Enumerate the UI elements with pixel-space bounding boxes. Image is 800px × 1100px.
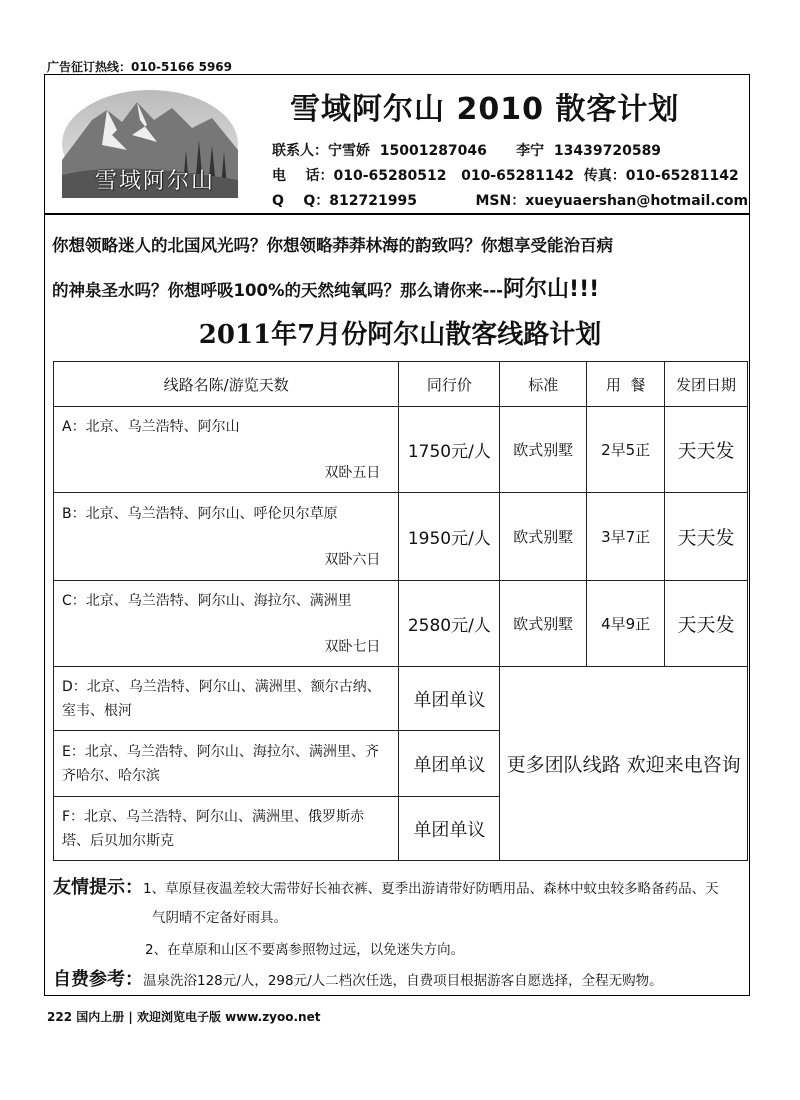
route-days: 双卧五日 <box>324 464 381 481</box>
price-cell: 单团单议 <box>399 667 500 731</box>
tip-2: 2、在草原和山区不要离参照物过远，以免迷失方向。 <box>145 942 465 958</box>
header-standard: 标准 <box>500 362 587 407</box>
table-row <box>54 407 748 493</box>
route-name: A：北京、乌兰浩特、阿尔山 <box>62 418 240 435</box>
intro-line-2 <box>52 268 752 313</box>
logo-caption: 雪域阿尔山 <box>95 169 216 194</box>
meals-cell: 3早7正 <box>587 493 665 581</box>
route-cell <box>54 493 399 581</box>
header-divider <box>45 213 749 215</box>
tip-1: 1、草原昼夜温差较大需带好长袖衣裤、夏季出游请带好防晒用品、森林中蚊虫较多略备药品、天 <box>143 881 719 897</box>
contact-phones: 电 话：010-65280512 010-65281142 传真：010-65281142 <box>272 168 739 184</box>
route-table <box>53 361 748 861</box>
standard-cell: 欧式别墅 <box>500 407 587 493</box>
page-footer: 222 国内上册 | 欢迎浏览电子版 www.zyoo.net <box>47 1010 321 1024</box>
page-title: 雪域阿尔山 2010 散客计划 <box>290 92 680 127</box>
meals-cell: 2早5正 <box>587 407 665 493</box>
tip-1-continued: 气阴晴不定备好雨具。 <box>152 910 287 926</box>
route-name: C：北京、乌兰浩特、阿尔山、海拉尔、满洲里 <box>62 592 352 609</box>
route-name: F：北京、乌兰浩特、阿尔山、满洲里、俄罗斯赤塔、后贝加尔斯克 <box>54 797 399 861</box>
intro-highlight: 阿尔山!!! <box>503 277 600 302</box>
header-departure: 发团日期 <box>665 362 748 407</box>
price-cell: 1750元/人 <box>399 407 500 493</box>
route-cell <box>54 581 399 667</box>
price-cell: 2580元/人 <box>399 581 500 667</box>
header-route: 线路名陈/游览天数 <box>54 362 399 407</box>
table-row <box>54 667 748 731</box>
departure-cell: 天天发 <box>665 493 748 581</box>
plan-subtitle: 2011年7月份阿尔山散客线路计划 <box>198 320 602 350</box>
header-price: 同行价 <box>399 362 500 407</box>
route-name: E：北京、乌兰浩特、阿尔山、海拉尔、满洲里、齐齐哈尔、哈尔滨 <box>54 731 399 797</box>
intro-paragraph <box>52 224 752 313</box>
intro-line-1: 你想领略迷人的北国风光吗？你想领略莽莽林海的韵致吗？你想享受能治百病 <box>52 236 613 255</box>
route-name: B：北京、乌兰浩特、阿尔山、呼伦贝尔草原 <box>62 505 338 522</box>
contact-persons: 联系人：宁雪娇 15001287046 李宁 13439720589 <box>272 143 662 159</box>
ad-hotline: 广告征订热线：010-5166 5969 <box>47 60 233 74</box>
self-pay-section <box>53 965 663 991</box>
price-cell: 单团单议 <box>399 797 500 861</box>
contact-qq-msn: Q Q：812721995 MSN：xueyuaershan@hotmail.com <box>272 193 749 209</box>
self-pay-text: 温泉洗浴128元/人，298元/人二档次任选，自费项目根据游客自愿选择，全程无购物。 <box>143 973 663 989</box>
price-cell: 单团单议 <box>399 731 500 797</box>
departure-cell: 天天发 <box>665 407 748 493</box>
more-routes-note: 更多团队线路 欢迎来电咨询 <box>500 667 748 861</box>
standard-cell: 欧式别墅 <box>500 581 587 667</box>
table-header-row <box>54 362 748 407</box>
price-cell: 1950元/人 <box>399 493 500 581</box>
tips-label: 友情提示： <box>53 877 143 898</box>
table-row <box>54 493 748 581</box>
self-pay-label: 自费参考： <box>53 969 143 990</box>
route-days: 双卧七日 <box>324 638 381 655</box>
table-row <box>54 581 748 667</box>
route-days: 双卧六日 <box>324 551 381 568</box>
header-meals: 用 餐 <box>587 362 665 407</box>
tips-line-1 <box>53 873 719 899</box>
standard-cell: 欧式别墅 <box>500 493 587 581</box>
route-name: D：北京、乌兰浩特、阿尔山、满洲里、额尔古纳、室韦、根河 <box>54 667 399 731</box>
intro-line-2-text: 的神泉圣水吗？你想呼吸100%的天然纯氧吗？那么请你来--- <box>52 281 504 300</box>
departure-cell: 天天发 <box>665 581 748 667</box>
route-cell <box>54 407 399 493</box>
meals-cell: 4早9正 <box>587 581 665 667</box>
